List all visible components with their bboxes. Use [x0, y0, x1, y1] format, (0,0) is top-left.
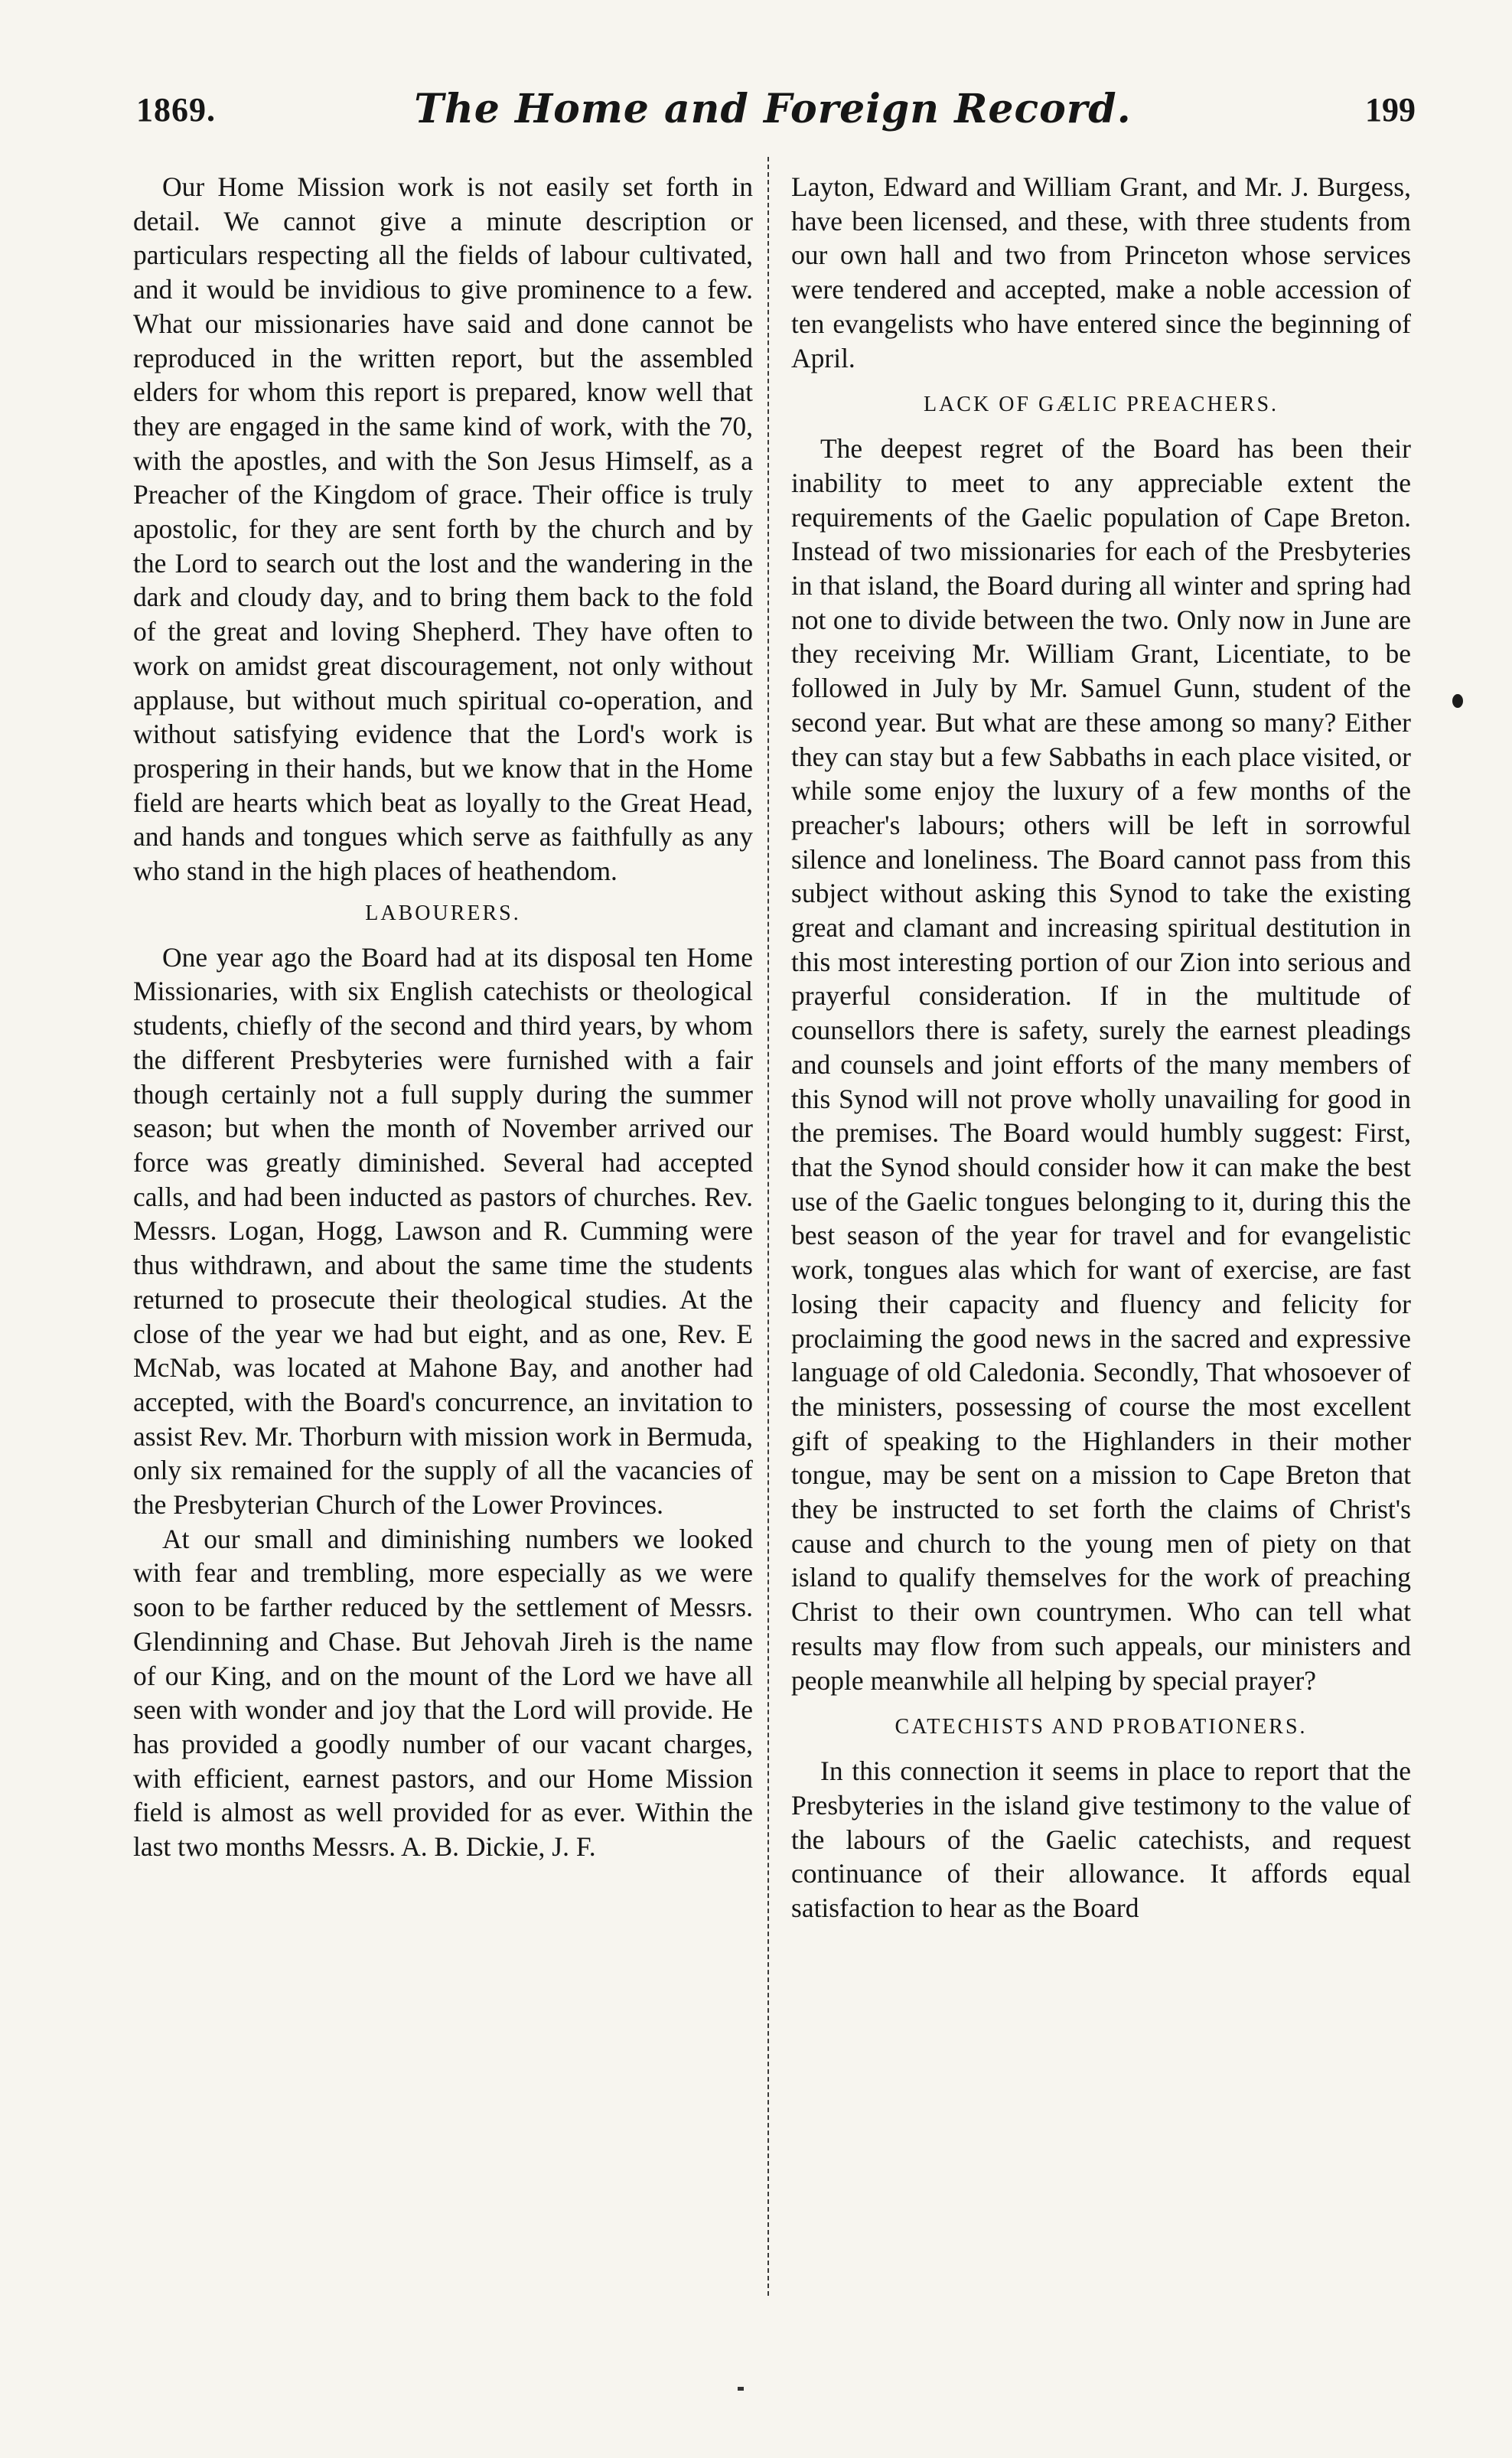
paragraph-continued: Layton, Edward and William Grant, and Mr. J. Burgess, have been licensed, and these, with three students from our own hall and two from Princeton whose services were tendered and accepted, make a noble accession of ten evangelists who have entered since the beginning of April. — [791, 171, 1411, 373]
paragraph-labourers: One year ago the Board had at its disposal ten Home Missionaries, with six English catechists or theological students, chiefly of the second and third years, by whom the different Presbyteries were furnished with a fair though certainly not a full supply during the summer season; but when the month of November arrived our force was greatly diminished. Several had accepted calls, and had been inducted as pastors of churches. Rev. Messrs. Logan, Hogg, Lawson and R. Cumming were thus withdrawn, and about the same time the students returned to prosecute their theological studies. At the close of the year we had but eight, and as one, Rev. E McNab, was located at Mahone Bay, and another had accepted, with the Board's concurrence, an invitation to assist Rev. Mr. Thorburn with mission work in Bermuda, only six remained for the supply of all the vacancies of the Presbyterian Church of the Lower Provinces. — [133, 941, 753, 1521]
left-column — [133, 170, 753, 1864]
journal-title: The Home and Foreign Record. — [414, 86, 1132, 132]
margin-ink-mark — [1452, 694, 1463, 708]
paragraph-home-mission: Our Home Mission work is not easily set forth in detail. We cannot give a minute description or particulars respecting all the fields of labour cultivated, and it would be invidious to give prominence to a few. What our missionaries have said and done cannot be reproduced in the written report, but the assembled elders for whom this report is prepared, know well that they are engaged in the same kind of work, with the 70, with the apostles, and with the Son Jesus Himself, as a Preacher of the Kingdom of grace. Their office is truly apostolic, for they are sent forth by the church and by the Lord to search out the lost and the wandering in the dark and cloudy day, and to bring them back to the fold of the great and loving Shepherd. They have often to work on amidst great discouragement, not only without applause, but without much spiritual co-operation, and without satisfying evidence that the Lord's work is prospering in their hands, but we know that in the Home field are hearts which beat as loyally to the Great Head, and hands and tongues which serve as faithfully as any who stand in the high places of heathendom. — [133, 171, 753, 887]
header-year: 1869. — [136, 91, 216, 129]
running-header — [130, 86, 1416, 147]
page-number: 199 — [1365, 91, 1416, 129]
paragraph-small-numbers: At our small and diminishing numbers we looked with fear and trembling, more especially as we were soon to be farther reduced by the settlement of Messrs. Glendinning and Chase. But Jehovah Jireh is the name of our King, and on the mount of the Lord we have all seen with wonder and joy that the Lord will provide. He has provided a goodly number of our vacant charges, with efficient, earnest pastors, and our Home Mission field is almost as well provided for as ever. Within the last two months Messrs. A. B. Dickie, J. F. — [133, 1523, 753, 1863]
bottom-ink-dot — [738, 2387, 744, 2391]
paragraph-catechists: In this connection it seems in place to report that the Presbyteries in the island give testimony to the value of the labours of the Gaelic catechists, and request continuance of their allowance. It affords equal satisfaction to hear as the Board — [791, 1755, 1411, 1924]
right-column — [791, 170, 1411, 1925]
paragraph-gaelic: The deepest regret of the Board has been their inability to meet to any appreciable extent the requirements of the Gaelic population of Cape Breton. Instead of two missionaries for each of the Presbyteries in that island, the Board during all winter and spring had not one to divide between the two. Only now in June are they receiving Mr. William Grant, Licentiate, to be followed in July by Mr. Samuel Gunn, student of the second year. But what are these among so many? Either they can stay but a few Sabbaths in each place visited, or while some enjoy the luxury of a few months of the preacher's labours; others will be left in sorrowful silence and loneliness. The Board cannot pass from this subject without asking this Synod to take the existing great and clamant and increasing spiritual destitution in this most interesting portion of our Zion into serious and prayerful consideration. If in the multitude of counsellors there is safety, surely the earnest pleadings and counsels and joint efforts of the many members of this Synod will not prove wholly unavailing for good in the premises. The Board would humbly suggest: First, that the Synod should consider how it can make the best use of the Gaelic tongues belonging to it, during this the best season of the year for travel and for evangelistic work, tongues alas which for want of exercise, are fast losing their capacity and fluency and felicity for proclaiming the good news in the sacred and expressive language of old Caledonia. Secondly, That whosoever of the ministers, possessing of course the most excellent gift of speaking to the Highlanders in their mother tongue, may be sent on a mission to Cape Breton that they be instructed to set forth the claims of Christ's cause and church to the young men of piety on that island to qualify themselves for the work of preaching Christ to their own countrymen. Who can tell what results may flow from such appeals, our ministers and people meanwhile all helping by special prayer? — [791, 433, 1411, 1696]
heading-catechists: CATECHISTS AND PROBATIONERS. — [894, 1715, 1308, 1739]
heading-labourers: LABOURERS. — [365, 901, 521, 925]
column-divider — [767, 157, 769, 2296]
heading-gaelic-preachers: LACK OF GÆLIC PREACHERS. — [923, 393, 1279, 417]
